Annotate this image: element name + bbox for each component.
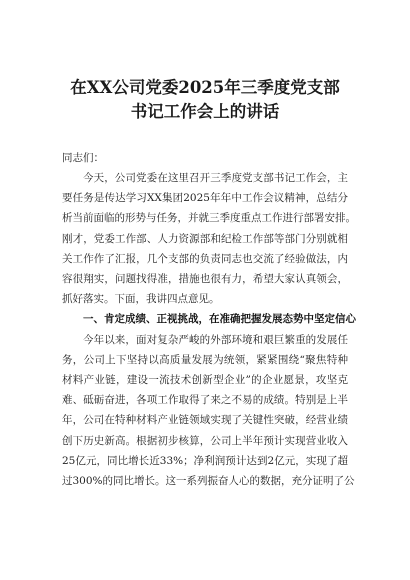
- paragraph-line: 过300%的同比增长。这一系列振奋人心的数据，充分证明了公: [62, 475, 355, 488]
- paragraph-line: 25亿元，同比增长近33%；净利润预计达到2亿元，实现了超: [62, 454, 348, 467]
- paragraph-line: 年，公司在特种材料产业链领域实现了关键性突破，经营业绩: [62, 414, 348, 427]
- paragraph-line: 关工作作了汇报，几个支部的负责同志也交流了经验做法，内: [62, 252, 348, 265]
- title-line-1: 在XX公司党委2025年三季度党支部: [70, 78, 340, 97]
- title-line-2: 书记工作会上的讲话: [130, 102, 280, 121]
- paragraph-line: 今年以来，面对复杂严峻的外部环境和艰巨繁重的发展任: [83, 333, 348, 346]
- paragraph-line: 容很翔实，问题找得准，措施也很有力，希望大家认真领会，: [62, 273, 348, 286]
- paragraph-line: 材料产业链，建设一流技术创新型企业”的企业愿景，攻坚克: [62, 374, 348, 387]
- paragraph-line: 创下历史新高。根据初步核算，公司上半年预计实现营业收入: [62, 434, 348, 447]
- paragraph-line: 要任务是传达学习XX集团2025年年中工作会议精神，总结分: [62, 192, 348, 205]
- paragraph-1: [62, 168, 356, 309]
- document-title: [62, 76, 348, 124]
- paragraph-line: 务，公司上下坚持以高质量发展为统领，紧紧围绕“聚焦特种: [62, 353, 348, 366]
- paragraph-2: [62, 330, 355, 492]
- paragraph-line: 析当前面临的形势与任务，并就三季度重点工作进行部署安排。: [62, 212, 356, 225]
- salutation: 同志们：: [62, 152, 104, 164]
- section-heading-1: 一、肯定成绩、正视挑战，在准确把握发展态势中坚定信心: [83, 313, 356, 326]
- paragraph-line: 今天，公司党委在这里召开三季度党支部书记工作会，主: [83, 172, 348, 184]
- paragraph-line: 抓好落实。下面，我讲四点意见。: [62, 293, 220, 306]
- paragraph-line: 刚才，党委工作部、人力资源部和纪检工作部等部门分别就相: [62, 232, 348, 245]
- paragraph-line: 难、砥砺奋进，各项工作取得了来之不易的成绩。特别是上半: [62, 394, 348, 407]
